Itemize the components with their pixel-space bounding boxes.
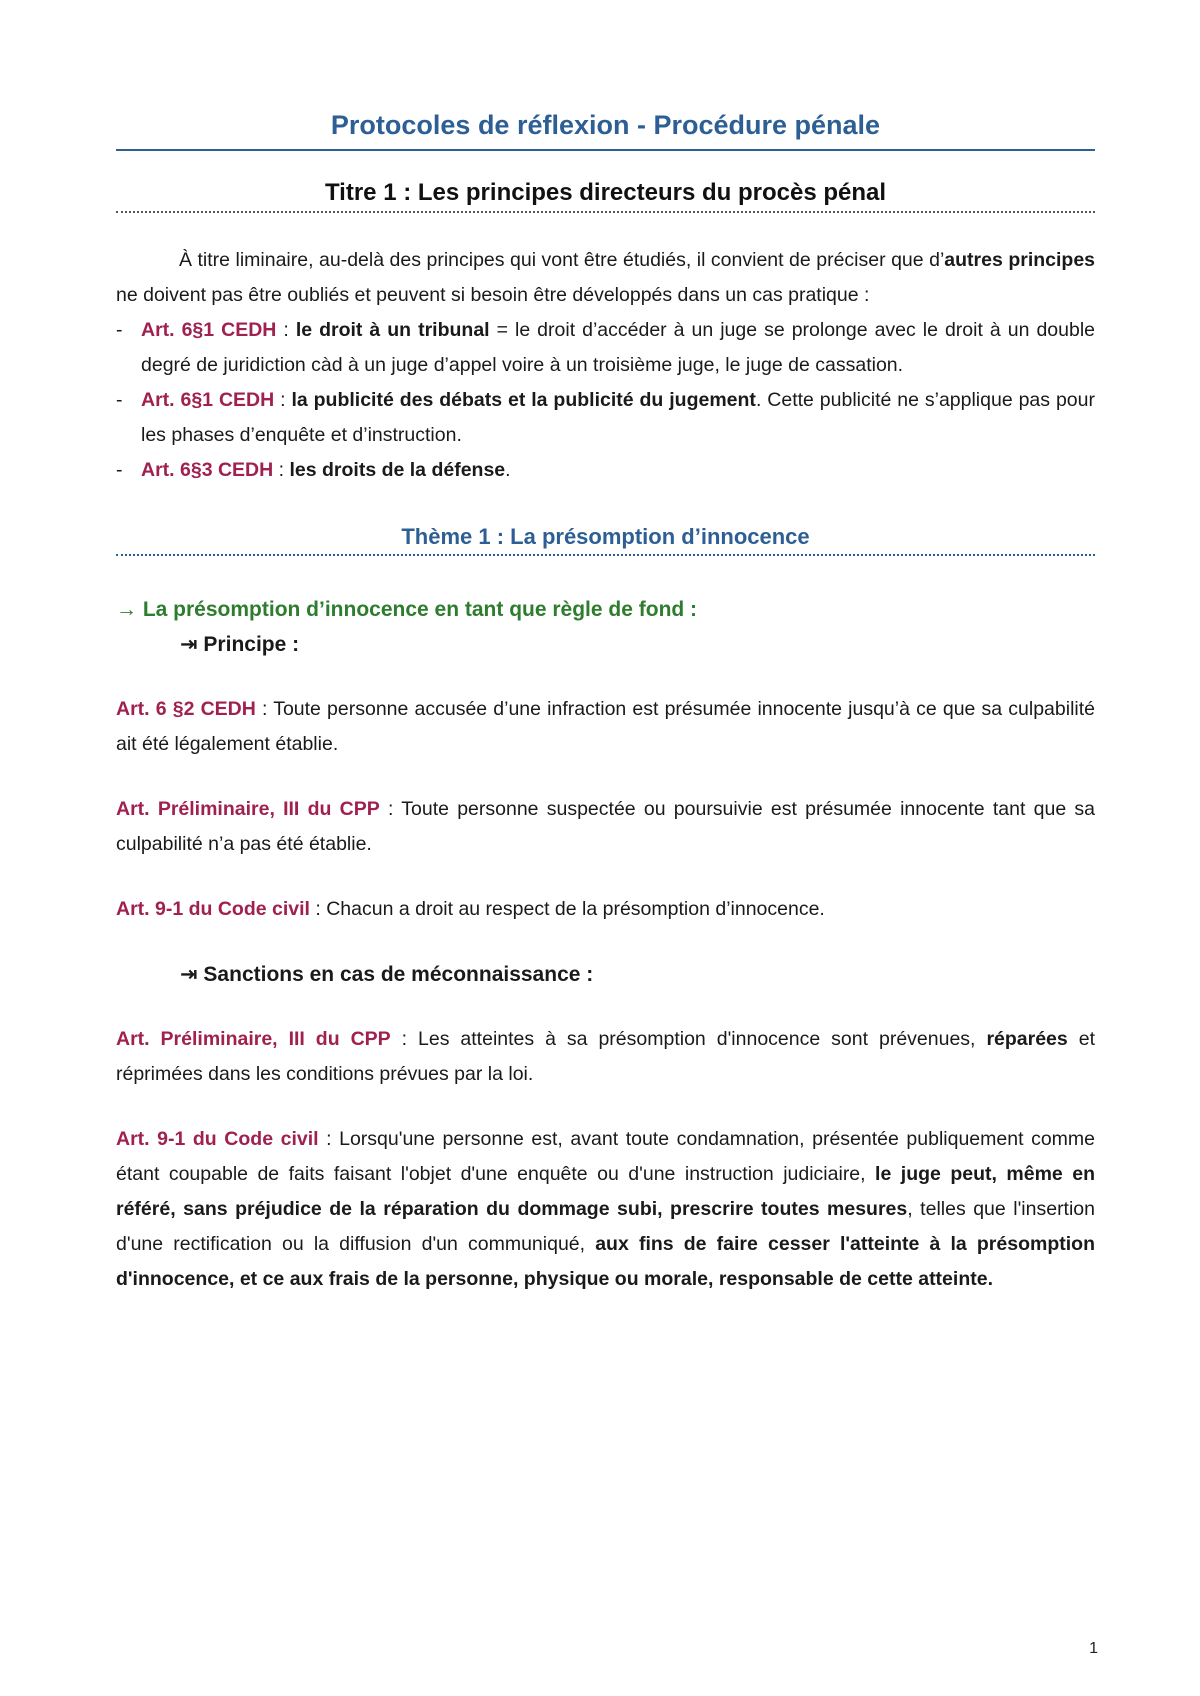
principle-heading: ⇥ Principe : [180,633,300,656]
article-reference: Art. 9-1 du Code civil [116,1128,319,1150]
list-item [116,453,1095,488]
intro-bold: autres principes [944,249,1096,271]
article-bold: aux fins de faire cesser l'atteinte à la présomption d'innocence, et ce aux frais de la personne, physique ou morale, responsable de cette atteinte. [116,1233,1095,1290]
article-reference: Art. 9-1 du Code civil [116,898,310,920]
article-bold: réparées [986,1028,1068,1050]
article-text: , telles que l'insertion d'une rectification ou la diffusion d'un communiqué, [116,1198,1095,1255]
principle-name: la publicité des débats et la publicité du jugement [291,389,756,411]
substance-heading: → La présomption d’innocence en tant que règle de fond : [116,598,698,621]
article-text: et réprimées dans les conditions prévues par la loi. [116,1028,1095,1085]
article-text: : Toute personne suspectée ou poursuivie est présumée innocente tant que sa culpabilité n’a pas été établie. [116,798,1095,855]
article-reference: Art. 6§1 CEDH [141,319,277,341]
article-paragraph-cpp [116,792,1095,862]
sanction-paragraph-cpp [116,1022,1095,1092]
sanction-paragraph-code-civil [116,1122,1095,1297]
article-reference: Art. 6§1 CEDH [141,389,275,411]
document-page [116,110,1095,1297]
article-reference: Art. 6§3 CEDH [141,459,274,481]
article-text: : Les atteintes à sa présomption d'innocence sont prévenues, [390,1028,987,1050]
article-text: : Toute personne accusée d’une infraction est présumée innocente jusqu’à ce que sa culpabilité ait été légalement établie. [116,698,1096,755]
separator: : [276,319,296,341]
separator: : [274,389,292,411]
principle-name: le droit à un tribunal [295,319,490,341]
page-number: 1 [1089,1640,1098,1657]
dash-marker: - [116,319,123,341]
dash-marker: - [116,459,123,481]
separator: : [273,459,290,481]
article-text: : Lorsqu'une personne est, avant toute condamnation, présentée publiquement comme étant coupable de faits faisant l'objet d'une enquête ou d'une instruction judiciaire, [116,1128,1095,1185]
principle-text: . Cette publicité ne s’applique pas pour les phases d’enquête et d’instruction. [141,389,1095,446]
list-item [116,313,1095,383]
dash-marker: - [116,389,123,411]
principle-text: . [505,459,511,481]
intro-paragraph [116,243,1095,313]
theme-title: Thème 1 : La présomption d’innocence [116,524,1095,556]
article-bold: le juge peut, même en référé, sans préjudice de la réparation du dommage subi, prescrire toutes mesures [116,1163,1095,1220]
principle-text: = le droit d’accéder à un juge se prolonge avec le droit à un double degré de juridiction càd à un juge d’appel voire à un troisième juge, le juge de cassation. [141,319,1096,376]
principles-list [116,313,1095,488]
article-paragraph-code-civil [116,892,1095,927]
intro-text-1: À titre liminaire, au-delà des principes qui vont être étudiés, il convient de préciser que d’ [179,249,945,271]
article-text: : Chacun a droit au respect de la présomption d’innocence. [309,898,825,920]
article-reference: Art. Préliminaire, III du CPP [116,798,380,820]
section-title: Titre 1 : Les principes directeurs du procès pénal [116,179,1095,213]
intro-text-2: ne doivent pas être oubliés et peuvent si besoin être développés dans un cas pratique : [116,284,870,306]
article-paragraph-cedh [116,692,1095,762]
sanctions-heading: ⇥ Sanctions en cas de méconnaissance : [180,963,594,986]
principle-name: les droits de la défense [289,459,506,481]
article-reference: Art. 6 §2 CEDH [116,698,256,720]
article-reference: Art. Préliminaire, III du CPP [116,1028,391,1050]
list-item [116,383,1095,453]
document-title: Protocoles de réflexion - Procédure pénale [116,110,1095,151]
